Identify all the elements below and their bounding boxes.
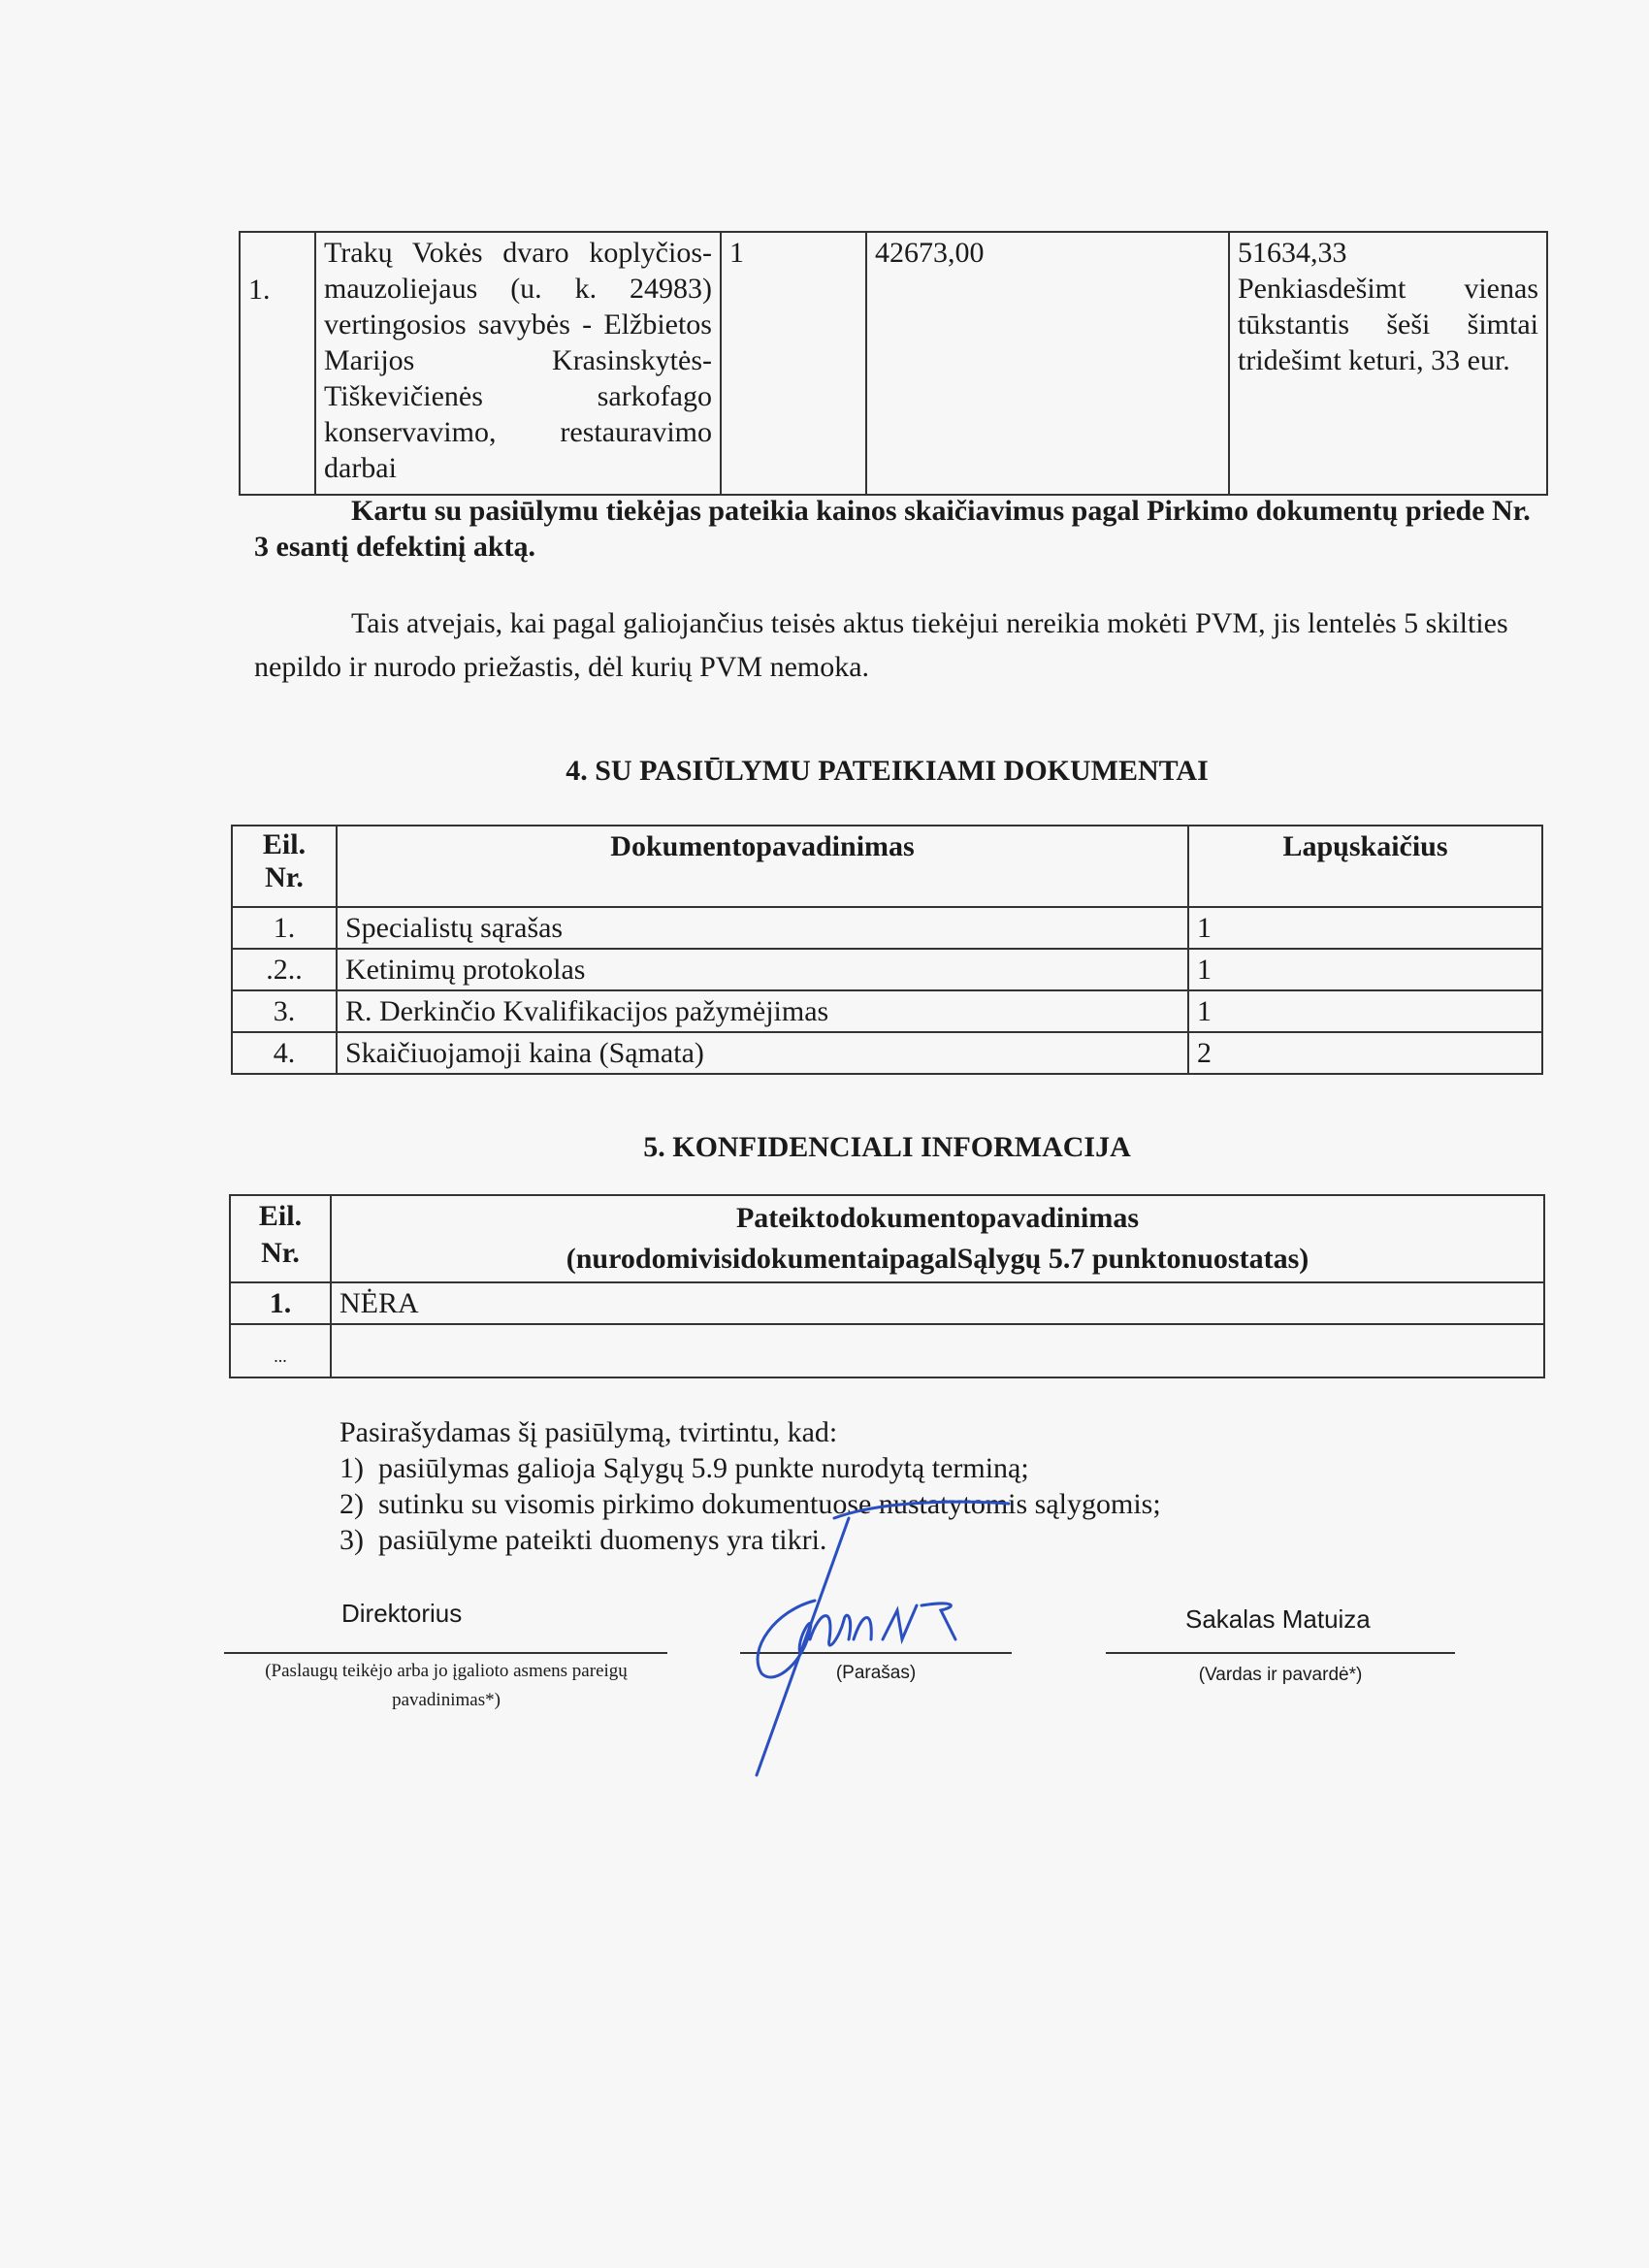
confidential-table bbox=[229, 1194, 1545, 1378]
declaration-item: 3) pasiūlyme pateikti duomenys yra tikri. bbox=[340, 1524, 827, 1556]
total-words: Penkiasdešimt vienas tūkstantis šeši šimtai tridešimt keturi, 33 eur. bbox=[1238, 273, 1538, 376]
header-name: Dokumentopavadinimas bbox=[337, 826, 1188, 907]
row-name: NĖRA bbox=[331, 1282, 1544, 1324]
header-name-line2: (nurodomivisidokumentaipagalSąlygų 5.7 punktonuostatas) bbox=[566, 1243, 1310, 1275]
documents-table bbox=[231, 825, 1543, 1075]
table-row bbox=[232, 990, 1542, 1032]
header-pages: Lapųskaičius bbox=[1188, 826, 1542, 907]
name-line bbox=[1106, 1652, 1455, 1654]
section5-title: 5. KONFIDENCIALI INFORMACIJA bbox=[643, 1131, 1131, 1163]
header-no: Eil. Nr. bbox=[232, 826, 337, 907]
row-no: 3. bbox=[232, 990, 337, 1032]
declaration-intro: Pasirašydamas šį pasiūlymą, tvirtintu, kad: bbox=[340, 1416, 838, 1448]
row-no: 1. bbox=[230, 1282, 331, 1324]
table-row bbox=[230, 1282, 1544, 1324]
table-row bbox=[230, 1324, 1544, 1377]
note-vat: Tais atvejais, kai pagal galiojančius teisės aktus tiekėjui nereikia mokėti PVM, jis lentelės 5 skilties nepildo ir nurodo priežastis, dėl kurių PVM nemoka. bbox=[254, 607, 1508, 683]
position-line bbox=[224, 1652, 667, 1654]
row-name bbox=[331, 1324, 1544, 1377]
row-name: Specialistų sąrašas bbox=[337, 907, 1188, 949]
declaration-item: 2) sutinku su visomis pirkimo dokumentuose nustatytomis sąlygomis; bbox=[340, 1488, 1161, 1520]
row-name: Skaičiuojamoji kaina (Sąmata) bbox=[337, 1032, 1188, 1074]
signer-position: Direktorius bbox=[341, 1599, 463, 1628]
signer-name: Sakalas Matuiza bbox=[1185, 1604, 1371, 1634]
row-no: .2.. bbox=[232, 949, 337, 990]
item-qty: 1 bbox=[721, 232, 866, 495]
note-bold: Kartu su pasiūlymu tiekėjas pateikia kainos skaičiavimus pagal Pirkimo dokumentų priede Nr. 3 esantį defektinį aktą. bbox=[254, 495, 1531, 563]
table-row bbox=[240, 232, 1547, 495]
section4-title: 4. SU PASIŪLYMU PATEIKIAMI DOKUMENTAI bbox=[566, 755, 1209, 787]
header-name bbox=[331, 1195, 1544, 1282]
table-row bbox=[232, 1032, 1542, 1074]
declaration-item: 1) pasiūlymas galioja Sąlygų 5.9 punkte nurodytą terminą; bbox=[340, 1452, 1029, 1484]
signature-caption: (Parašas) bbox=[835, 1663, 917, 1683]
row-pages: 1 bbox=[1188, 990, 1542, 1032]
row-pages: 2 bbox=[1188, 1032, 1542, 1074]
header-no: Eil. Nr. bbox=[230, 1195, 331, 1282]
row-no: 4. bbox=[232, 1032, 337, 1074]
row-name: R. Derkinčio Kvalifikacijos pažymėjimas bbox=[337, 990, 1188, 1032]
total-value: 51634,33 bbox=[1238, 237, 1347, 269]
row-pages: 1 bbox=[1188, 907, 1542, 949]
row-number: 1. bbox=[240, 232, 315, 495]
table-row bbox=[232, 907, 1542, 949]
name-caption: (Vardas ir pavardė*) bbox=[1198, 1665, 1363, 1685]
row-no: ... bbox=[230, 1324, 331, 1377]
header-name-line1: Pateiktodokumentopavadinimas bbox=[735, 1202, 1140, 1234]
item-total bbox=[1229, 232, 1547, 495]
row-pages: 1 bbox=[1188, 949, 1542, 990]
table-row bbox=[232, 949, 1542, 990]
handwritten-signature bbox=[718, 1494, 1145, 1785]
price-table bbox=[239, 231, 1548, 496]
row-no: 1. bbox=[232, 907, 337, 949]
position-caption: (Paslaugų teikėjo arba jo įgalioto asmens pareigų pavadinimas*) bbox=[265, 1661, 628, 1710]
item-price: 42673,00 bbox=[866, 232, 1229, 495]
item-name: Trakų Vokės dvaro koplyčios-mauzoliejaus (u. k. 24983) vertingosios savybės - Elžbietos Marijos Krasinskytės-Tiškevičienės sarkofago konservavimo, restauravimo darbai bbox=[315, 232, 721, 495]
row-name: Ketinimų protokolas bbox=[337, 949, 1188, 990]
